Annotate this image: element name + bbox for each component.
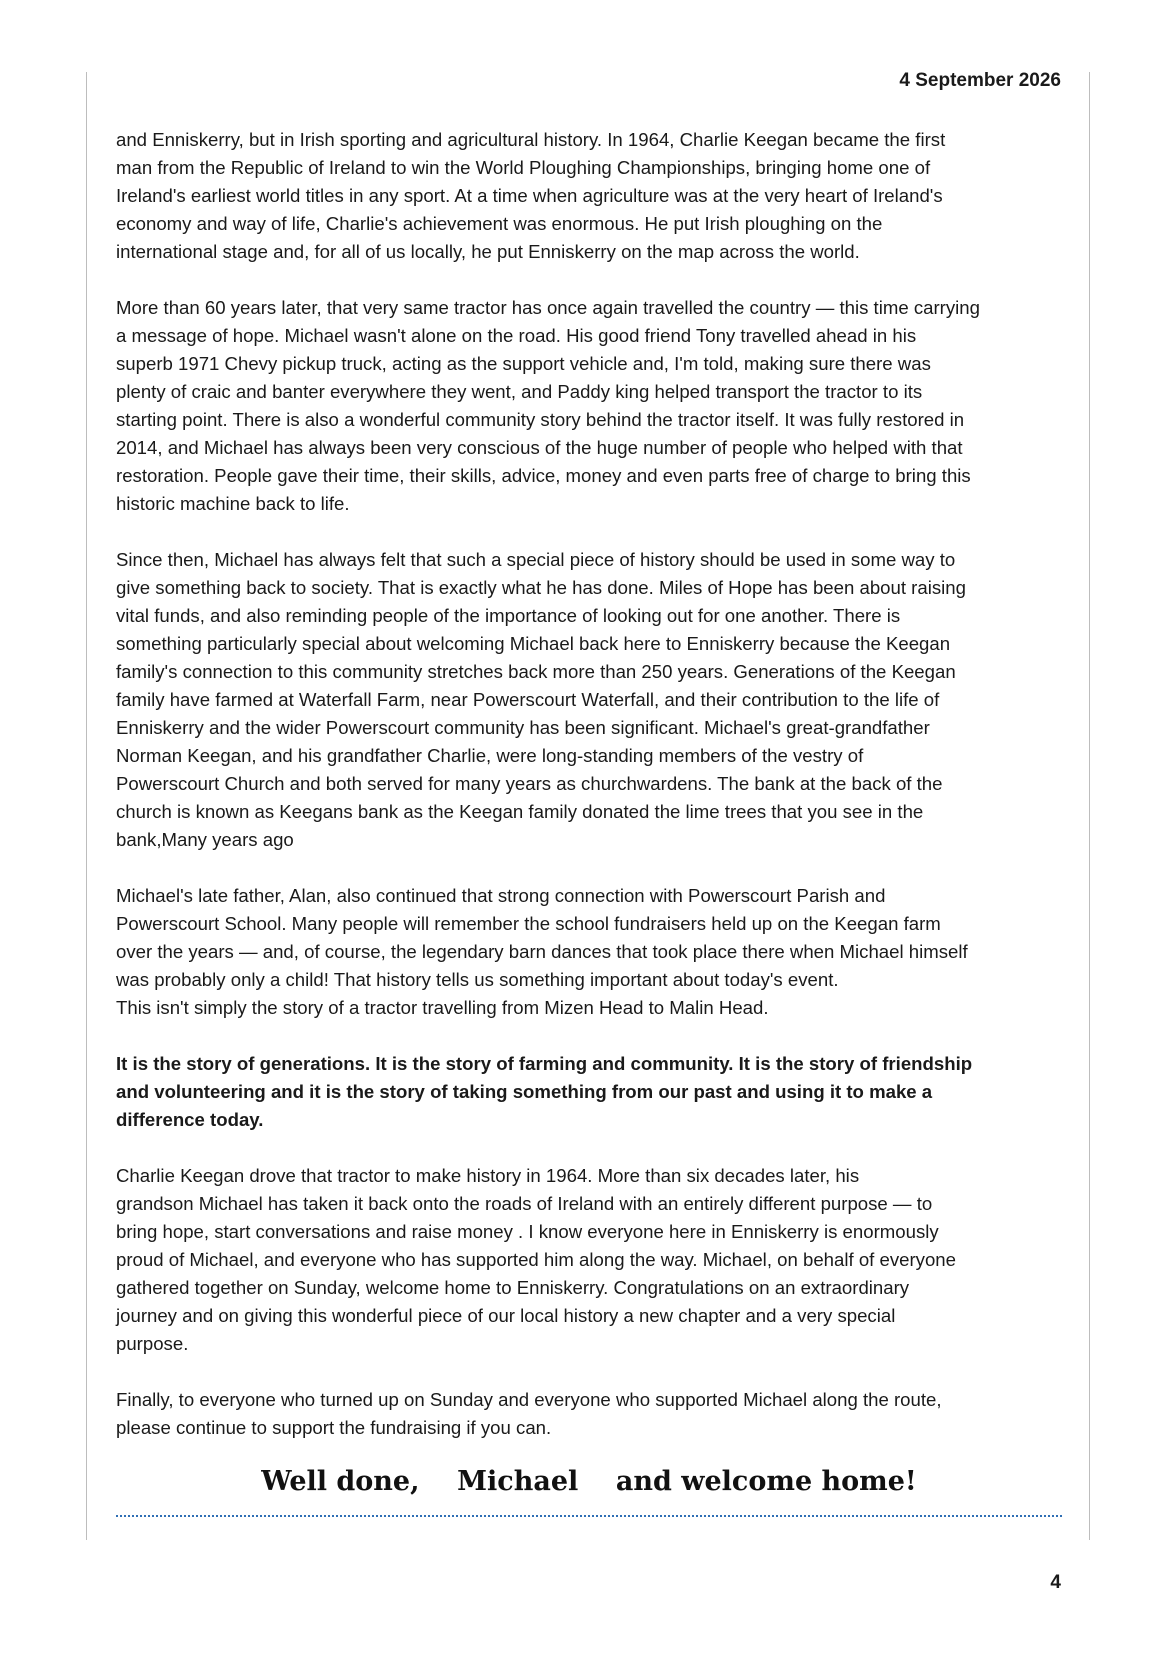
closing-line: Well done, Michael and welcome home! [261, 1466, 917, 1497]
dotted-divider [116, 1515, 1062, 1517]
text-line: and volunteering and it is the story of taking something from our past and using it to make a [116, 1081, 933, 1102]
text-line: a message of hope. Michael wasn't alone on the road. His good friend Tony travelled ahead in his [116, 325, 917, 346]
text-line: and Enniskerry, but in Irish sporting and agricultural history. In 1964, Charlie Keegan became the first [116, 129, 946, 150]
text-line: church is known as Keegans bank as the Keegan family donated the lime trees that you see in the [116, 801, 924, 822]
text-line: something particularly special about welcoming Michael back here to Enniskerry because the Keegan [116, 633, 951, 654]
text-line: 2014, and Michael has always been very conscious of the huge number of people who helped with that [116, 437, 963, 458]
page-date: 4 September 2026 [899, 70, 1061, 91]
text-line: man from the Republic of Ireland to win the World Ploughing Championships, bringing home one of [116, 157, 931, 178]
text-line: More than 60 years later, that very same tractor has once again travelled the country — this time carrying [116, 297, 980, 318]
text-line: Powerscourt Church and both served for many years as churchwardens. The bank at the back of the [116, 773, 943, 794]
text-line: Powerscourt School. Many people will remember the school fundraisers held up on the Keegan farm [116, 913, 941, 934]
text-line: It is the story of generations. It is the story of farming and community. It is the story of friendship [116, 1053, 973, 1074]
text-line: proud of Michael, and everyone who has supported him along the way. Michael, on behalf of everyone [116, 1249, 956, 1270]
text-line: vital funds, and also reminding people of the importance of looking out for one another. There is [116, 605, 901, 626]
text-line: international stage and, for all of us locally, he put Enniskerry on the map across the world. [116, 241, 860, 262]
text-line: bank,Many years ago [116, 829, 294, 850]
text-line: please continue to support the fundraising if you can. [116, 1417, 552, 1438]
text-line: starting point. There is also a wonderful community story behind the tractor itself. It was fully restored in [116, 409, 965, 430]
text-line: plenty of craic and banter everywhere they went, and Paddy king helped transport the tractor to its [116, 381, 923, 402]
text-line: family's connection to this community stretches back more than 250 years. Generations of the Keegan [116, 661, 956, 682]
text-line: Charlie Keegan drove that tractor to make history in 1964. More than six decades later, his [116, 1165, 860, 1186]
text-line: This isn't simply the story of a tractor travelling from Mizen Head to Malin Head. [116, 997, 769, 1018]
text-line: Since then, Michael has always felt that such a special piece of history should be used in some way to [116, 549, 956, 570]
text-line: was probably only a child! That history tells us something important about today's event. [116, 969, 839, 990]
body-paragraph [116, 1386, 1062, 1442]
text-line: grandson Michael has taken it back onto the roads of Ireland with an entirely different purpose — to [116, 1193, 933, 1214]
body-paragraph [116, 294, 1062, 518]
text-line: give something back to society. That is exactly what he has done. Miles of Hope has been about raising [116, 577, 966, 598]
text-line: restoration. People gave their time, their skills, advice, money and even parts free of charge to bring this [116, 465, 971, 486]
article-body [116, 126, 1062, 1470]
text-line: superb 1971 Chevy pickup truck, acting as the support vehicle and, I'm told, making sure there was [116, 353, 931, 374]
page-number: 4 [1050, 1572, 1061, 1593]
text-line: journey and on giving this wonderful piece of our local history a new chapter and a very special [116, 1305, 896, 1326]
text-line: historic machine back to life. [116, 493, 350, 514]
text-line: Enniskerry and the wider Powerscourt community has been significant. Michael's great-grandfather [116, 717, 930, 738]
text-line: bring hope, start conversations and raise money . I know everyone here in Enniskerry is enormously [116, 1221, 939, 1242]
body-paragraph [116, 1162, 1062, 1358]
text-line: Norman Keegan, and his grandfather Charlie, were long-standing members of the vestry of [116, 745, 864, 766]
body-paragraph [116, 126, 1062, 266]
body-paragraph [116, 882, 1062, 1022]
text-line: purpose. [116, 1333, 189, 1354]
text-line: Finally, to everyone who turned up on Sunday and everyone who supported Michael along the route, [116, 1389, 942, 1410]
text-line: Ireland's earliest world titles in any sport. At a time when agriculture was at the very heart of Ireland's [116, 185, 943, 206]
text-line: family have farmed at Waterfall Farm, near Powerscourt Waterfall, and their contribution to the life of [116, 689, 940, 710]
text-line: Michael's late father, Alan, also continued that strong connection with Powerscourt Parish and [116, 885, 886, 906]
text-line: economy and way of life, Charlie's achievement was enormous. He put Irish ploughing on the [116, 213, 883, 234]
text-line: difference today. [116, 1109, 264, 1130]
text-line: gathered together on Sunday, welcome home to Enniskerry. Congratulations on an extraordinary [116, 1277, 910, 1298]
emphasis-paragraph [116, 1050, 1062, 1134]
left-margin-rule [86, 72, 87, 1540]
body-paragraph [116, 546, 1062, 854]
text-line: over the years — and, of course, the legendary barn dances that took place there when Michael himself [116, 941, 968, 962]
right-margin-rule [1089, 72, 1090, 1540]
